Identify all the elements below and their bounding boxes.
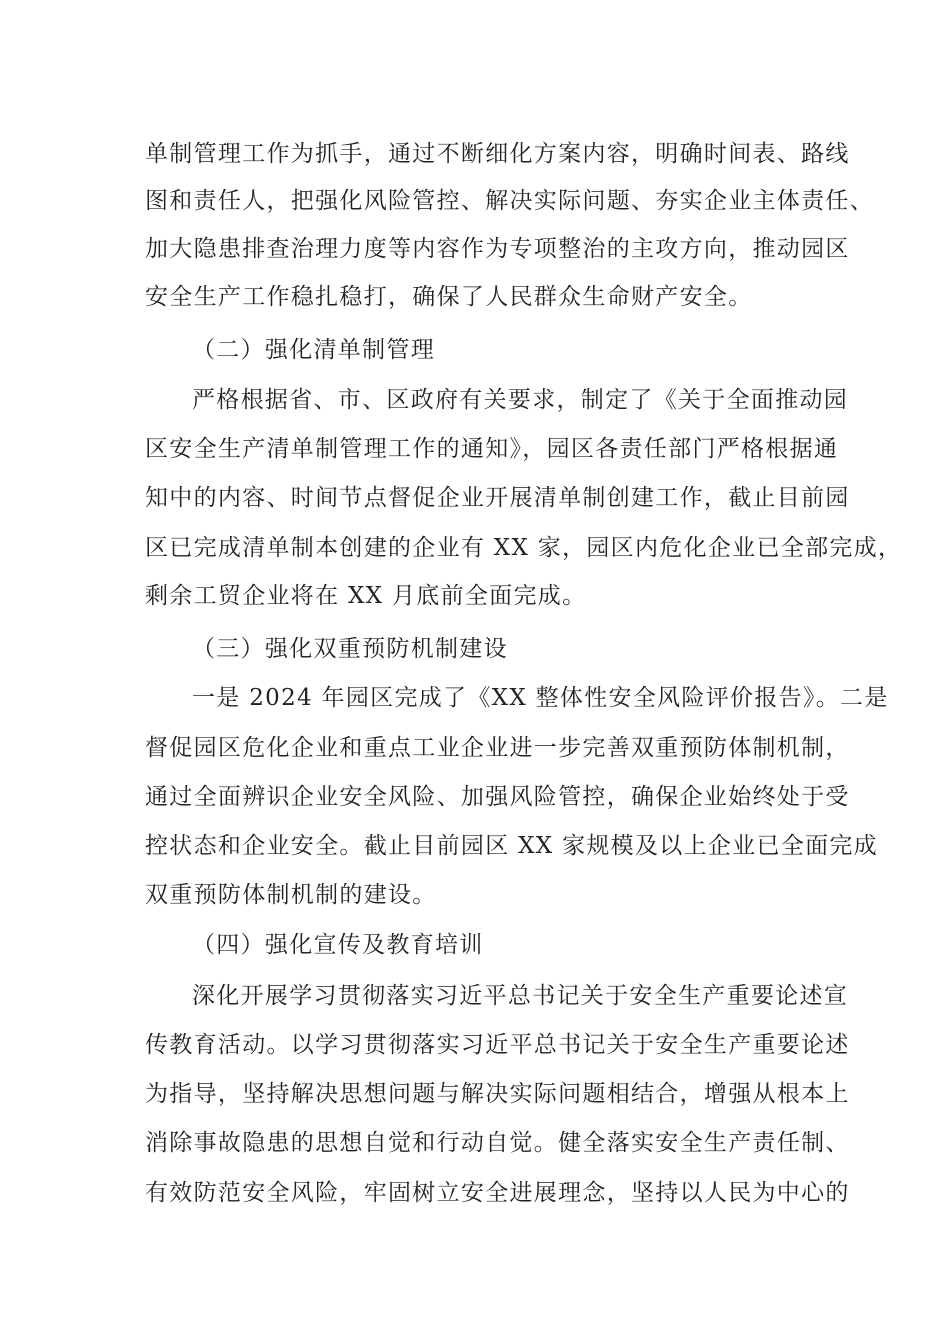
paragraph-line: 有效防范安全风险，牢固树立安全进展理念，坚持以人民为中心的 — [145, 1180, 850, 1206]
section-heading: （三）强化双重预防机制建设 — [192, 636, 508, 662]
paragraph-line: 传教育活动。以学习贯彻落实习近平总书记关于安全生产重要论述 — [145, 1032, 850, 1058]
paragraph-line: 督促园区危化企业和重点工业企业进一步完善双重预防体制机制， — [145, 735, 850, 761]
paragraph-line: 严格根据省、市、区政府有关要求，制定了《关于全面推动园 — [192, 387, 849, 413]
paragraph-line: 区安全生产清单制管理工作的通知》，园区各责任部门严格根据通 — [145, 436, 839, 462]
paragraph-line: 区已完成清单制本创建的企业有 XX 家，园区内危化企业已全部完成， — [145, 535, 903, 561]
paragraph-line: 单制管理工作为抓手，通过不断细化方案内容，明确时间表、路线 — [145, 141, 850, 167]
paragraph-line: 消除事故隐患的思想自觉和行动自觉。健全落实安全生产责任制、 — [145, 1130, 850, 1156]
paragraph-line: 为指导，坚持解决思想问题与解决实际问题相结合，增强从根本上 — [145, 1081, 850, 1107]
paragraph-line: 控状态和企业安全。截止目前园区 XX 家规模及以上企业已全面完成 — [145, 833, 878, 859]
paragraph-line: 剩余工贸企业将在 XX 月底前全面完成。 — [145, 583, 587, 609]
paragraph-line: 知中的内容、时间节点督促企业开展清单制创建工作，截止目前园 — [145, 485, 850, 511]
paragraph-line: 通过全面辨识企业安全风险、加强风险管控，确保企业始终处于受 — [145, 784, 850, 810]
paragraph-line: 深化开展学习贯彻落实习近平总书记关于安全生产重要论述宣 — [192, 983, 849, 1009]
section-heading: （四）强化宣传及教育培训 — [192, 932, 484, 958]
paragraph-line: 一是 2024 年园区完成了《XX 整体性安全风险评价报告》。二是 — [192, 685, 889, 711]
paragraph-line: 加大隐患排查治理力度等内容作为专项整治的主攻方向，推动园区 — [145, 236, 850, 262]
paragraph-line: 安全生产工作稳扎稳打，确保了人民群众生命财产安全。 — [145, 284, 753, 310]
paragraph-line: 双重预防体制机制的建设。 — [145, 882, 437, 908]
paragraph-line: 图和责任人，把强化风险管控、解决实际问题、夯实企业主体责任、 — [145, 188, 874, 214]
section-heading: （二）强化清单制管理 — [192, 337, 435, 363]
